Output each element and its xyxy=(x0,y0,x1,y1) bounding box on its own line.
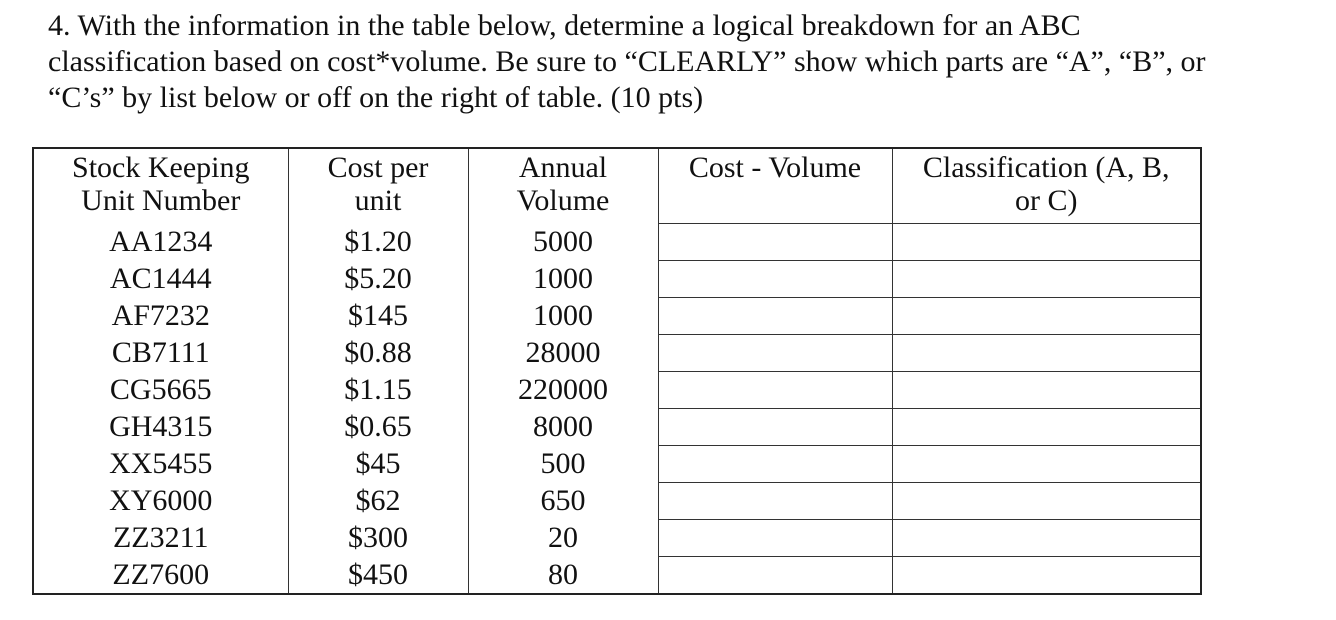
table-row xyxy=(33,483,1201,520)
cell-classification[interactable] xyxy=(892,446,1201,483)
cell-sku: XY6000 xyxy=(33,483,288,520)
cell-cost: $300 xyxy=(288,520,468,557)
question-line-1: 4. With the information in the table below, determine a logical breakdown for an ABC xyxy=(48,9,1081,42)
cell-cost-volume[interactable] xyxy=(658,483,892,520)
header-sku-line1: Stock Keeping xyxy=(72,151,250,184)
cell-volume: 220000 xyxy=(468,372,658,409)
cell-cost-volume[interactable] xyxy=(658,261,892,298)
header-cost-line1: Cost per xyxy=(327,151,429,184)
header-volume-line1: Annual xyxy=(518,151,608,184)
cell-cost: $5.20 xyxy=(288,261,468,298)
question-text xyxy=(48,8,1318,116)
table-row xyxy=(33,520,1201,557)
cell-volume: 1000 xyxy=(468,298,658,335)
header-class-line2: or C) xyxy=(1015,184,1078,217)
cell-cost-volume[interactable] xyxy=(658,520,892,557)
cell-cost-volume[interactable] xyxy=(658,298,892,335)
cell-classification[interactable] xyxy=(892,335,1201,372)
header-cost xyxy=(288,148,468,224)
header-cost-line2: unit xyxy=(354,184,402,217)
cell-classification[interactable] xyxy=(892,261,1201,298)
cell-cost: $0.88 xyxy=(288,335,468,372)
table-header-row xyxy=(33,148,1201,224)
header-classification xyxy=(892,148,1201,224)
cell-volume: 8000 xyxy=(468,409,658,446)
cell-sku: ZZ7600 xyxy=(33,557,288,595)
cell-cost: $450 xyxy=(288,557,468,595)
cell-cost: $62 xyxy=(288,483,468,520)
cell-volume: 1000 xyxy=(468,261,658,298)
header-class-line1: Classification (A, B, xyxy=(922,151,1170,184)
header-cost-volume-label: Cost - Volume xyxy=(688,151,862,184)
header-sku xyxy=(33,148,288,224)
cell-cost-volume[interactable] xyxy=(658,372,892,409)
question-line-3: “C’s” by list below or off on the right of table. (10 pts) xyxy=(48,81,704,114)
table-row xyxy=(33,557,1201,595)
cell-sku: AA1234 xyxy=(33,224,288,261)
cell-cost: $1.20 xyxy=(288,224,468,261)
cell-classification[interactable] xyxy=(892,298,1201,335)
cell-sku: AF7232 xyxy=(33,298,288,335)
abc-table xyxy=(32,147,1202,595)
cell-sku: CB7111 xyxy=(33,335,288,372)
table-row xyxy=(33,446,1201,483)
cell-classification[interactable] xyxy=(892,372,1201,409)
cell-sku: CG5665 xyxy=(33,372,288,409)
table-row xyxy=(33,261,1201,298)
cell-classification[interactable] xyxy=(892,520,1201,557)
table-row xyxy=(33,409,1201,446)
header-volume xyxy=(468,148,658,224)
cell-cost: $145 xyxy=(288,298,468,335)
header-volume-line2: Volume xyxy=(516,184,610,217)
cell-volume: 80 xyxy=(468,557,658,595)
cell-classification[interactable] xyxy=(892,224,1201,261)
cell-cost: $1.15 xyxy=(288,372,468,409)
cell-volume: 28000 xyxy=(468,335,658,372)
header-cost-volume xyxy=(658,148,892,224)
cell-volume: 500 xyxy=(468,446,658,483)
cell-sku: ZZ3211 xyxy=(33,520,288,557)
table-row xyxy=(33,224,1201,261)
cell-cost-volume[interactable] xyxy=(658,409,892,446)
table-row xyxy=(33,372,1201,409)
cell-cost: $0.65 xyxy=(288,409,468,446)
cell-classification[interactable] xyxy=(892,557,1201,595)
cell-volume: 5000 xyxy=(468,224,658,261)
header-sku-line2: Unit Number xyxy=(81,184,241,217)
cell-cost-volume[interactable] xyxy=(658,557,892,595)
cell-classification[interactable] xyxy=(892,483,1201,520)
cell-volume: 20 xyxy=(468,520,658,557)
cell-cost-volume[interactable] xyxy=(658,446,892,483)
cell-classification[interactable] xyxy=(892,409,1201,446)
cell-volume: 650 xyxy=(468,483,658,520)
cell-sku: AC1444 xyxy=(33,261,288,298)
table-row xyxy=(33,335,1201,372)
question-line-2: classification based on cost*volume. Be sure to “CLEARLY” show which parts are “A”, “B”, or xyxy=(48,45,1206,78)
cell-cost-volume[interactable] xyxy=(658,224,892,261)
table-body xyxy=(33,224,1201,595)
cell-sku: XX5455 xyxy=(33,446,288,483)
cell-cost: $45 xyxy=(288,446,468,483)
cell-sku: GH4315 xyxy=(33,409,288,446)
table-row xyxy=(33,298,1201,335)
cell-cost-volume[interactable] xyxy=(658,335,892,372)
